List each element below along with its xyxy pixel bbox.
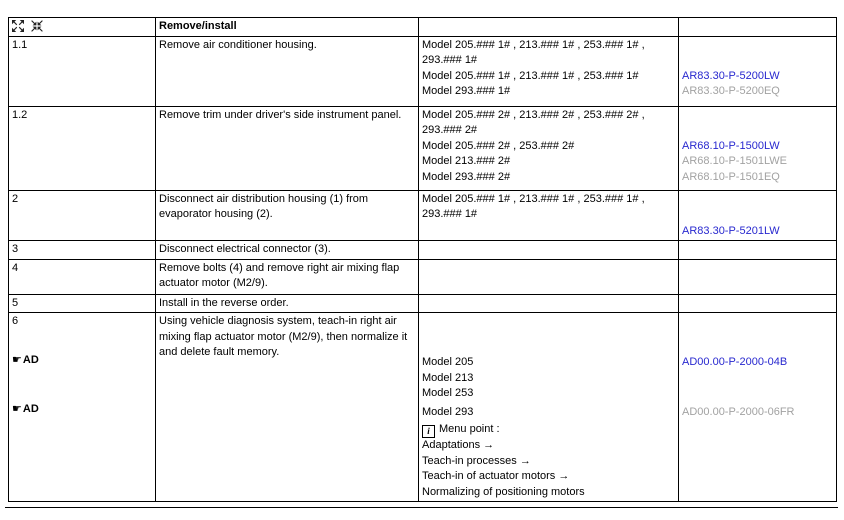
model-list: Model 293 (422, 405, 474, 418)
model-list: Model 205.### 1# , 213.### 1# , 253.### 1# , 293.### 1# (422, 38, 645, 66)
table-row-1-1 (9, 36, 837, 106)
document-links-cell (679, 190, 837, 241)
step-number-cell (9, 313, 156, 502)
step-number-cell (9, 241, 156, 260)
instruction-text: Install in the reverse order. (156, 294, 419, 313)
page-divider (5, 507, 838, 508)
menu-point-label: Menu point : (439, 423, 500, 435)
info-icon: i (422, 425, 435, 438)
document-links-cell (679, 241, 837, 260)
column-header-docs-empty (679, 18, 837, 37)
instruction-text: Disconnect air distribution housing (1) from evaporator housing (2). (156, 190, 419, 241)
model-list: Model 205 (422, 356, 474, 368)
model-list: Model 253 (422, 387, 474, 399)
step-number: 4 (12, 261, 19, 274)
column-header-remove-install: Remove/install (156, 18, 419, 37)
models-cell (419, 294, 679, 313)
instruction-text: Disconnect electrical connector (3). (156, 241, 419, 260)
step-number: 1.1 (12, 38, 28, 51)
step-number: 6 (12, 315, 19, 327)
model-list: Model 213.### 2# (422, 155, 511, 167)
model-list: Model 205.### 1# , 213.### 1# , 253.### 1# , 293.### 1# (422, 192, 645, 220)
ad-document-marker (12, 402, 39, 418)
table-row-6 (9, 313, 837, 502)
document-link[interactable]: AR83.30-P-5201LW (682, 224, 780, 237)
collapse-table-icon[interactable] (31, 20, 43, 32)
table-row-3 (9, 241, 837, 260)
table-row-2 (9, 190, 837, 241)
step-number: 1.2 (12, 108, 28, 121)
table-header-row (9, 18, 837, 37)
document-link[interactable]: AR83.30-P-5200EQ (682, 85, 780, 97)
model-list: Model 293.### 1# (422, 85, 511, 97)
document-links-cell (679, 36, 837, 106)
model-list: Model 293.### 2# (422, 170, 511, 183)
document-link[interactable]: AR68.10-P-1501EQ (682, 170, 780, 183)
menu-item: Adaptations → (422, 439, 495, 451)
document-link[interactable]: AR68.10-P-1501LWE (682, 155, 787, 167)
table-row-4 (9, 259, 837, 294)
document-links-cell (679, 106, 837, 190)
step-number-cell (9, 190, 156, 241)
menu-item: Teach-in processes → (422, 454, 531, 467)
document-links-cell (679, 294, 837, 313)
procedure-table (8, 17, 837, 502)
instruction-text: Remove bolts (4) and remove right air mixing flap actuator motor (M2/9). (156, 259, 419, 294)
instruction-text: Remove air conditioner housing. (156, 36, 419, 106)
table-row-5 (9, 294, 837, 313)
models-cell (419, 106, 679, 190)
model-list: Model 213 (422, 371, 474, 384)
step-number-cell (9, 106, 156, 190)
models-cell (419, 259, 679, 294)
step-number: 3 (12, 243, 19, 255)
models-cell (419, 36, 679, 106)
menu-point-line (422, 422, 675, 438)
instruction-text: Remove trim under driver's side instrument panel. (156, 106, 419, 190)
step-number-cell (9, 294, 156, 313)
document-link[interactable]: AD00.00-P-2000-04B (682, 356, 788, 368)
menu-item: Normalizing of positioning motors (422, 485, 585, 498)
pointing-hand-icon: ☛ (12, 354, 22, 366)
model-list: Model 205.### 1# , 213.### 1# , 253.### 1# (422, 69, 639, 82)
ad-label: AD (22, 354, 39, 366)
model-list: Model 205.### 2# , 253.### 2# (422, 139, 575, 152)
expand-table-icon[interactable] (12, 20, 24, 32)
table-row-1-2 (9, 106, 837, 190)
header-controls-cell (9, 18, 156, 37)
document-link[interactable]: AR83.30-P-5200LW (682, 69, 780, 82)
step-number-cell (9, 259, 156, 294)
document-link[interactable]: AD00.00-P-2000-06FR (682, 405, 795, 418)
instruction-text: Using vehicle diagnosis system, teach-in right air mixing flap actuator motor (M2/9), then normalize it and delete fault memory. (156, 313, 419, 502)
ad-document-marker (12, 353, 39, 369)
document-links-cell (679, 259, 837, 294)
step-number-cell (9, 36, 156, 106)
models-cell (419, 313, 679, 502)
document-links-cell (679, 313, 837, 502)
model-list: Model 205.### 2# , 213.### 2# , 253.### 2# , 293.### 2# (422, 108, 645, 136)
models-cell (419, 190, 679, 241)
ad-label: AD (22, 403, 39, 415)
step-number: 5 (12, 296, 19, 309)
models-cell (419, 241, 679, 260)
step-number: 2 (12, 192, 19, 205)
column-header-models-empty (419, 18, 679, 37)
document-link[interactable]: AR68.10-P-1500LW (682, 139, 780, 152)
pointing-hand-icon: ☛ (12, 403, 22, 415)
menu-item: Teach-in of actuator motors → (422, 470, 570, 482)
